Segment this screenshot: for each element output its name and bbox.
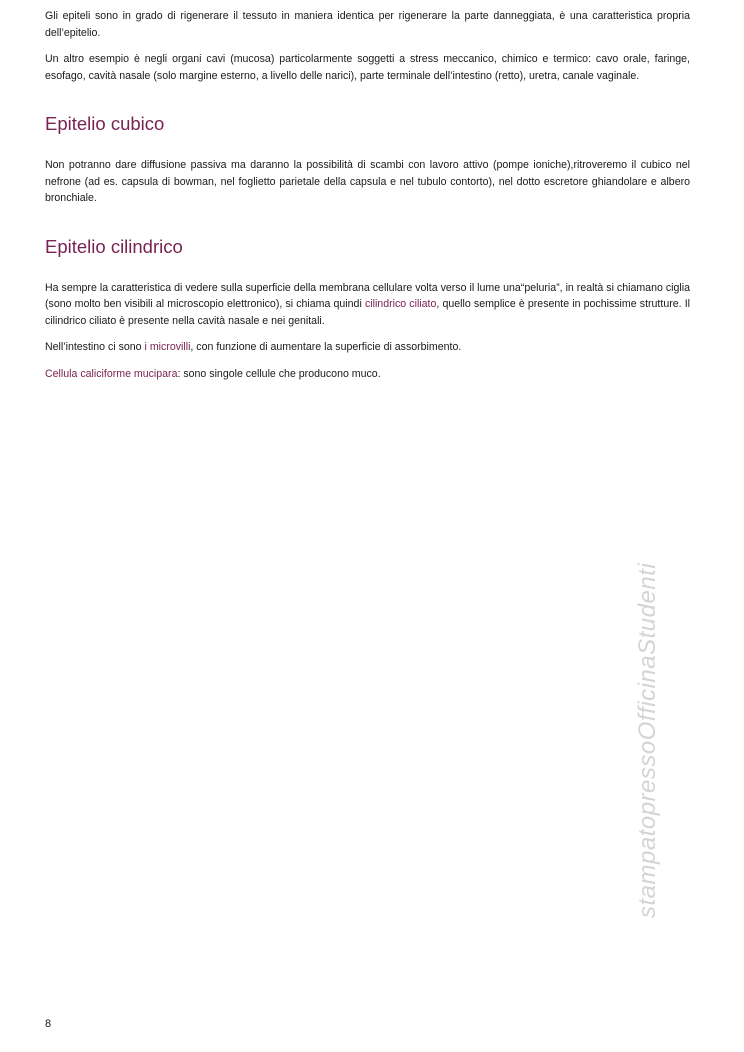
text-segment: Ha sempre la caratteristica di vedere sulla superficie della membrana cellulare volta verso il lume una“peluria”, in realtà si chiamano ciglia (sono molto ben visibili al microscopio elettronico), si chiama quindi	[45, 281, 690, 310]
text-segment: : sono singole cellule che producono muco.	[177, 367, 381, 380]
text-segment: Nell’intestino ci sono	[45, 341, 145, 353]
heading-epitelio-cilindrico: Epitelio cilindrico	[45, 235, 183, 257]
section-epitelio-cubico-header	[45, 113, 690, 135]
paragraph-cilindrico-ciliato	[45, 280, 690, 330]
highlight-cilindrico-ciliato: cilindrico ciliato	[364, 298, 437, 310]
paragraph-microvilli	[45, 339, 690, 356]
paragraph-organi-cavi: Un altro esempio è negli organi cavi (mucosa) particolarmente soggetti a stress meccanico, chimico e termico: cavo orale, faringe, esofago, cavità nasale (solo margine esterno, a livello delle narici), parte terminale dell’intestino (retto), uretra, canale vaginale.	[45, 53, 690, 82]
heading-epitelio-cubico: Epitelio cubico	[45, 113, 165, 134]
watermark-text: stampatopressoOfficinaStudenti	[634, 562, 661, 918]
page-content	[45, 8, 690, 392]
highlight-microvilli: i microvilli	[144, 341, 191, 353]
highlight-cellula-caliciforme: Cellula caliciforme mucipara	[45, 367, 178, 380]
paragraph-rigenerazione: Gli epiteli sono in grado di rigenerare il tessuto in maniera identica per rigenerare la parte danneggiata, è una caratteristica propria dell’epitelio.	[45, 10, 690, 39]
page-number: 8	[45, 1018, 52, 1030]
section-epitelio-cilindrico-header	[45, 236, 690, 258]
text-segment: , quello semplice è presente in pochissime strutture. Il cilindrico ciliato è presente nella cavità nasale e nei genitali.	[45, 298, 691, 327]
paragraph-cellula-caliciforme	[45, 366, 690, 383]
paragraph-epitelio-cubico: Non potranno dare diffusione passiva ma daranno la possibilità di scambi con lavoro attivo (pompe ioniche),ritroveremo il cubico nel nefrone (ad es. capsula di bowman, nel foglietto parietale della capsula e nel tubulo contorto), nel dotto escretore ghiandolare e albero bronchiale.	[45, 159, 690, 204]
text-segment: , con funzione di aumentare la superficie di assorbimento.	[190, 341, 462, 353]
